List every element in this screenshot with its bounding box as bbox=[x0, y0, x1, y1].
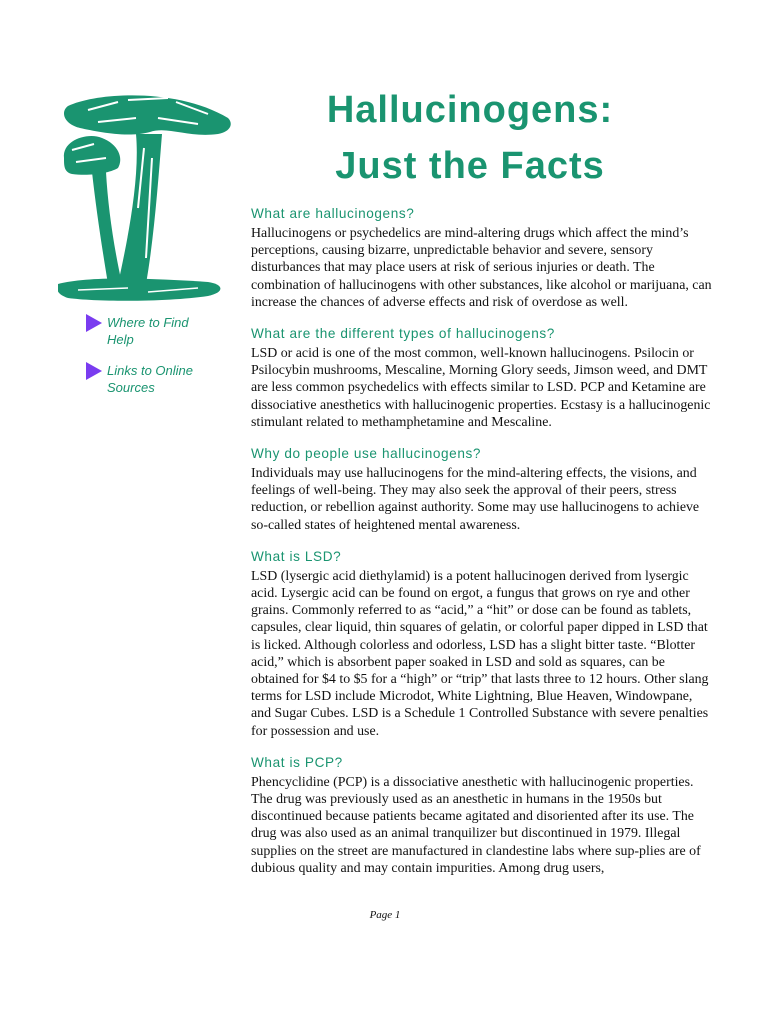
where-to-find-help-label: Where to Find Help bbox=[107, 315, 189, 347]
section-body: LSD (lysergic acid diethylamid) is a potent hallucinogen derived from lysergic acid. Lysergic acid can be found on ergot, a fungus that grows on rye and other grains. Commonly referred to as “acid,” a “hit” or dose can be found as tablets, capsules, clear liquid, thin squares of gelatin, or colorful paper dipped in LSD that is licked. Although colorless and odorless, LSD has a slight bitter taste. “Blotter acid,” which is absorbent paper soaked in LSD and sold as squares, can be obtained for $4 to $5 for a “high” or “trip” that lasts three to 12 hours. Other slang terms for LSD include Microdot, White Lightning, Blue Heaven, Windowpane, and Sugar Cubes. LSD is a Schedule 1 Controlled Substance with severe penalties for possession and use. bbox=[251, 568, 709, 739]
main-content bbox=[251, 205, 713, 891]
mushroom-woodcut-icon bbox=[58, 88, 236, 306]
section-heading: What is LSD? bbox=[251, 548, 342, 564]
sidebar-nav bbox=[86, 314, 226, 410]
title-line-2: Just the Facts bbox=[335, 145, 605, 187]
section-body: Individuals may use hallucinogens for the mind-altering effects, the visions, and feelings of well-being. They may also seek the approval of their peers, stress reduction, or rebellion against authority. Some may use hallucinogens to achieve so-called states of heightened mental awareness. bbox=[251, 466, 700, 533]
triangle-bullet-icon bbox=[86, 362, 102, 380]
section-why-use-hallucinogens bbox=[251, 445, 713, 534]
section-heading: What is PCP? bbox=[251, 754, 343, 770]
mushroom-logo bbox=[58, 88, 236, 306]
page-number: Page 1 bbox=[369, 909, 401, 921]
section-what-is-lsd bbox=[251, 548, 713, 740]
section-what-are-hallucinogens bbox=[251, 205, 713, 311]
section-body: LSD or acid is one of the most common, well-known hallucinogens. Psilocin or Psilocybin mushrooms, Mescaline, Morning Glory seeds, Jimson weed, and DMT are less common psychedelics with effects similar to LSD. PCP and Ketamine are dissociative anesthetics with hallucinogenic properties. Ecstasy is a hallucinogenic stimulant related to methamphetamine and Mescaline. bbox=[251, 346, 711, 430]
triangle-bullet-icon bbox=[86, 314, 102, 332]
section-heading: Why do people use hallucinogens? bbox=[251, 446, 482, 462]
section-body: Hallucinogens or psychedelics are mind-altering drugs which affect the mind’s perceptions, causing bizarre, unpredictable behavior and severe, sensory disturbances that may place users at risk of serious injuries or death. The combination of hallucinogens with other substances, like alcohol or marijuana, can increase the chances of adverse effects and risk of overdose as well. bbox=[251, 226, 712, 310]
section-what-is-pcp bbox=[251, 754, 713, 877]
where-to-find-help-link[interactable] bbox=[86, 314, 226, 348]
links-to-online-sources-label: Links to Online Sources bbox=[107, 363, 193, 395]
title-line-1: Hallucinogens: bbox=[326, 89, 614, 131]
section-types-of-hallucinogens bbox=[251, 325, 713, 431]
section-heading: What are the different types of hallucinogens? bbox=[251, 326, 555, 342]
section-heading: What are hallucinogens? bbox=[251, 206, 415, 221]
links-to-online-sources-link[interactable] bbox=[86, 362, 226, 396]
page-title bbox=[250, 82, 690, 194]
section-body: Phencyclidine (PCP) is a dissociative anesthetic with hallucinogenic properties. The drug was previously used as an anesthetic in humans in the 1950s but discontinued because patients became agitated and disoriented after its use. The drug was also used as an animal tranquilizer but discontinued in 1979. Illegal supplies on the street are manufactured in clandestine labs where sup-plies are of dubious quality and may contain impurities. Among drug users, bbox=[251, 774, 701, 876]
